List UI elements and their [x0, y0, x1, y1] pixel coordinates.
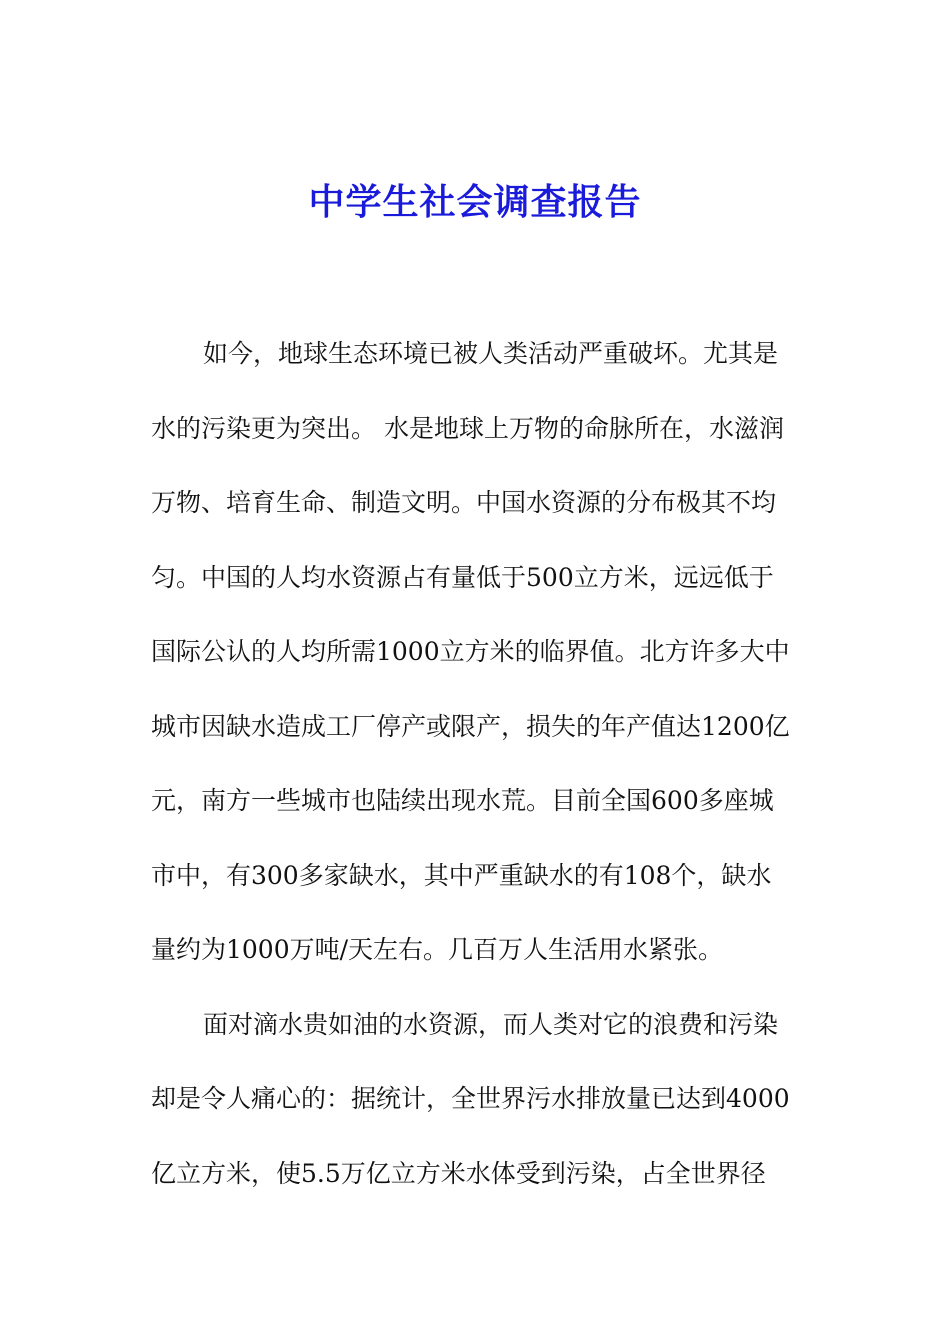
- paragraph-line: 国际公认的人均所需1000立方米的临界值。北方许多大中: [151, 637, 790, 666]
- document-body: [151, 330, 801, 1224]
- paragraph-line: 万物、培育生命、制造文明。中国水资源的分布极其不均: [151, 488, 777, 517]
- document-title: 中学生社会调查报告: [308, 181, 642, 223]
- paragraph-line: 如今，地球生态环境已被人类活动严重破坏。尤其是: [203, 339, 779, 368]
- paragraph-line: 亿立方米，使5.5万亿立方米水体受到污染，占全世界径: [151, 1158, 766, 1188]
- paragraph-line: 城市因缺水造成工厂停产或限产，损失的年产值达1200亿: [151, 711, 790, 741]
- paragraph-line: 量约为1000万吨/天左右。几百万人生活用水紧张。: [151, 935, 724, 964]
- paragraph-line: 面对滴水贵如油的水资源，而人类对它的浪费和污染: [203, 1009, 779, 1039]
- paragraph-line: 市中，有300多家缺水，其中严重缺水的有108个，缺水: [151, 860, 772, 890]
- paragraph-line: 却是令人痛心的：据统计，全世界污水排放量已达到4000: [151, 1084, 790, 1113]
- paragraph-line: 元，南方一些城市也陆续出现水荒。目前全国600多座城: [151, 786, 774, 815]
- paragraph-line: 水的污染更为突出。 水是地球上万物的命脉所在，水滋润: [151, 413, 784, 443]
- paragraph-line: 匀。中国的人均水资源占有量低于500立方米，远远低于: [151, 562, 774, 592]
